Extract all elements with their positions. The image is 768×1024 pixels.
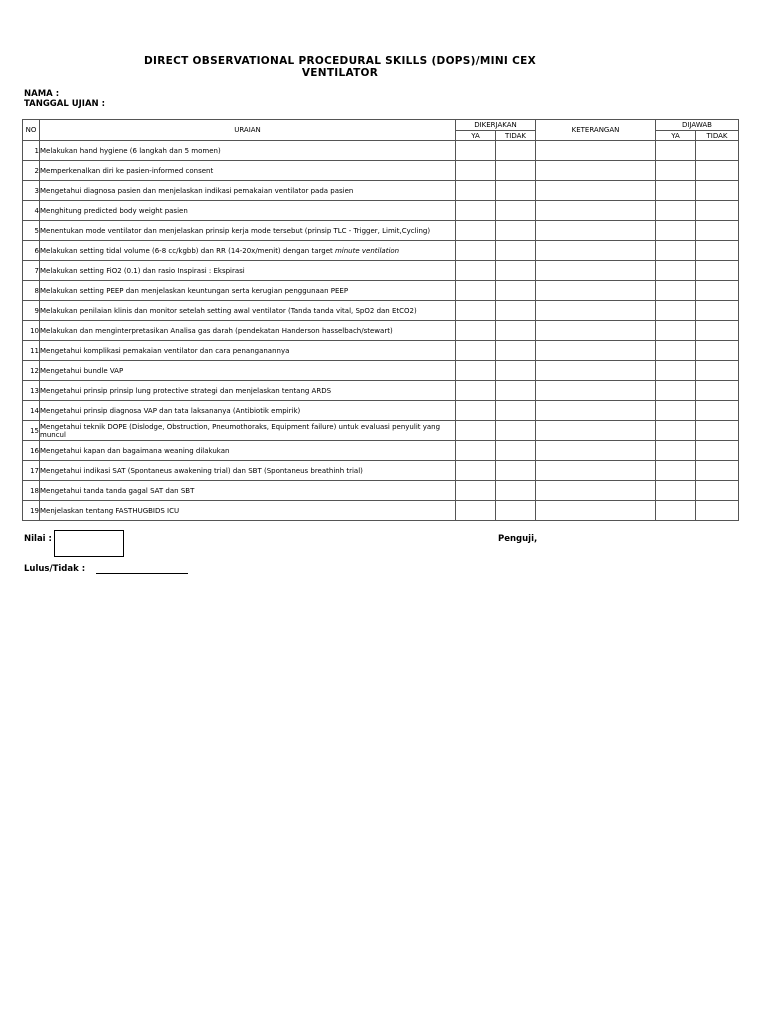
row-uraian <box>40 501 456 521</box>
dijawab-ya-cell[interactable] <box>656 341 696 361</box>
nilai-label: Nilai : <box>24 534 52 544</box>
table-row <box>23 381 739 401</box>
dijawab-ya-cell[interactable] <box>656 261 696 281</box>
table-row <box>23 201 739 221</box>
dikerjakan-tidak-cell[interactable] <box>496 361 536 381</box>
dikerjakan-tidak-cell[interactable] <box>496 401 536 421</box>
lulus-tidak-line[interactable] <box>96 573 188 574</box>
dikerjakan-ya-cell[interactable] <box>456 401 496 421</box>
table-row <box>23 261 739 281</box>
row-number: 10 <box>23 321 40 341</box>
keterangan-cell[interactable] <box>536 161 656 181</box>
nilai-input-box[interactable] <box>54 530 124 557</box>
keterangan-cell[interactable] <box>536 301 656 321</box>
dijawab-tidak-cell[interactable] <box>696 381 739 401</box>
keterangan-cell[interactable] <box>536 381 656 401</box>
dijawab-ya-cell[interactable] <box>656 141 696 161</box>
dikerjakan-tidak-cell[interactable] <box>496 161 536 181</box>
dijawab-tidak-cell[interactable] <box>696 221 739 241</box>
dikerjakan-ya-cell[interactable] <box>456 421 496 441</box>
keterangan-cell[interactable] <box>536 261 656 281</box>
row-number: 11 <box>23 341 40 361</box>
dijawab-tidak-cell[interactable] <box>696 321 739 341</box>
table-row <box>23 481 739 501</box>
table-row <box>23 361 739 381</box>
dijawab-tidak-cell[interactable] <box>696 481 739 501</box>
dijawab-tidak-cell[interactable] <box>696 201 739 221</box>
dikerjakan-tidak-cell[interactable] <box>496 501 536 521</box>
dikerjakan-tidak-cell[interactable] <box>496 201 536 221</box>
row-number: 12 <box>23 361 40 381</box>
col-no-header: NO <box>23 120 40 141</box>
keterangan-cell[interactable] <box>536 501 656 521</box>
dikerjakan-ya-cell[interactable] <box>456 161 496 181</box>
keterangan-cell[interactable] <box>536 281 656 301</box>
checklist-table <box>22 119 739 521</box>
penguji-label: Penguji, <box>498 534 538 544</box>
dijawab-ya-cell[interactable] <box>656 201 696 221</box>
dijawab-ya-cell[interactable] <box>656 441 696 461</box>
row-uraian <box>40 461 456 481</box>
table-row <box>23 141 739 161</box>
uraian-text: Mengetahui bundle VAP <box>40 366 124 375</box>
uraian-text: Mengetahui prinsip diagnosa VAP dan tata laksananya (Antibiotik empirik) <box>40 406 301 415</box>
row-number: 7 <box>23 261 40 281</box>
dijawab-ya-cell[interactable] <box>656 161 696 181</box>
dikerjakan-ya-cell[interactable] <box>456 441 496 461</box>
row-uraian <box>40 241 456 261</box>
col-dikerjakan-header: DIKERJAKAN <box>456 120 536 131</box>
dikerjakan-ya-cell[interactable] <box>456 461 496 481</box>
row-uraian <box>40 381 456 401</box>
row-number: 18 <box>23 481 40 501</box>
dijawab-ya-cell[interactable] <box>656 321 696 341</box>
dijawab-ya-cell[interactable] <box>656 281 696 301</box>
uraian-text: Melakukan hand hygiene (6 langkah dan 5 momen) <box>40 146 221 155</box>
uraian-text: Mengetahui komplikasi pemakaian ventilator dan cara penanganannya <box>40 346 290 355</box>
row-number: 17 <box>23 461 40 481</box>
dijawab-ya-cell[interactable] <box>656 401 696 421</box>
keterangan-cell[interactable] <box>536 141 656 161</box>
keterangan-cell[interactable] <box>536 321 656 341</box>
row-number: 14 <box>23 401 40 421</box>
keterangan-cell[interactable] <box>536 201 656 221</box>
table-row <box>23 421 739 441</box>
lulus-tidak-label: Lulus/Tidak : <box>24 564 86 574</box>
dijawab-tidak-cell[interactable] <box>696 241 739 261</box>
dijawab-ya-cell[interactable] <box>656 221 696 241</box>
dikerjakan-ya-cell[interactable] <box>456 341 496 361</box>
row-uraian <box>40 161 456 181</box>
uraian-text: Memperkenalkan diri ke pasien-informed consent <box>40 166 214 175</box>
row-uraian <box>40 441 456 461</box>
keterangan-cell[interactable] <box>536 341 656 361</box>
row-number: 15 <box>23 421 40 441</box>
uraian-text: Melakukan setting FiO2 (0.1) dan rasio Inspirasi : Ekspirasi <box>40 266 245 275</box>
keterangan-cell[interactable] <box>536 361 656 381</box>
dikerjakan-ya-cell[interactable] <box>456 261 496 281</box>
uraian-text: Mengetahui teknik DOPE (Dislodge, Obstruction, Pneumothoraks, Equipment failure) untuk evaluasi penyulit yang muncul <box>40 422 441 439</box>
uraian-italic-text: minute ventilation <box>334 246 400 255</box>
uraian-text: Mengetahui tanda tanda gagal SAT dan SBT <box>40 486 195 495</box>
row-number: 3 <box>23 181 40 201</box>
dikerjakan-ya-cell[interactable] <box>456 221 496 241</box>
keterangan-cell[interactable] <box>536 181 656 201</box>
dikerjakan-tidak-cell[interactable] <box>496 261 536 281</box>
row-uraian <box>40 281 456 301</box>
row-uraian <box>40 421 456 441</box>
dikerjakan-tidak-cell[interactable] <box>496 301 536 321</box>
dijawab-tidak-cell[interactable] <box>696 421 739 441</box>
row-uraian <box>40 481 456 501</box>
row-uraian <box>40 201 456 221</box>
col-uraian-header: URAIAN <box>40 120 456 141</box>
dijawab-ya-cell[interactable] <box>656 421 696 441</box>
dikerjakan-tidak-cell[interactable] <box>496 441 536 461</box>
table-row <box>23 181 739 201</box>
keterangan-cell[interactable] <box>536 241 656 261</box>
dikerjakan-tidak-cell[interactable] <box>496 481 536 501</box>
row-uraian <box>40 401 456 421</box>
row-uraian <box>40 361 456 381</box>
uraian-text: Mengetahui indikasi SAT (Spontaneus awakening trial) dan SBT (Spontaneus breathinh trial) <box>40 466 363 475</box>
dikerjakan-ya-header: YA <box>456 131 496 141</box>
row-uraian <box>40 221 456 241</box>
table-row <box>23 281 739 301</box>
dijawab-tidak-cell[interactable] <box>696 301 739 321</box>
keterangan-cell[interactable] <box>536 421 656 441</box>
keterangan-cell[interactable] <box>536 221 656 241</box>
keterangan-cell[interactable] <box>536 481 656 501</box>
uraian-text: Mengetahui prinsip prinsip lung protective strategi dan menjelaskan tentang ARDS <box>40 386 332 395</box>
uraian-text: Menghitung predicted body weight pasien <box>40 206 188 215</box>
uraian-text: Mengetahui kapan dan bagaimana weaning dilakukan <box>40 446 230 455</box>
table-row <box>23 241 739 261</box>
uraian-text: Menentukan mode ventilator dan menjelaskan prinsip kerja mode tersebut (prinsip TLC - Trigger, Limit,Cycling) <box>40 226 431 235</box>
uraian-text: Melakukan dan menginterpretasikan Analisa gas darah (pendekatan Handerson hasselbach/stewart) <box>40 326 393 335</box>
dijawab-ya-cell[interactable] <box>656 481 696 501</box>
table-row <box>23 441 739 461</box>
dikerjakan-tidak-cell[interactable] <box>496 281 536 301</box>
dijawab-tidak-cell[interactable] <box>696 501 739 521</box>
dikerjakan-ya-cell[interactable] <box>456 381 496 401</box>
row-number: 2 <box>23 161 40 181</box>
table-row <box>23 341 739 361</box>
tanggal-ujian-label: TANGGAL UJIAN : <box>24 99 106 109</box>
row-number: 9 <box>23 301 40 321</box>
uraian-text: Melakukan setting PEEP dan menjelaskan keuntungan serta kerugian penggunaan PEEP <box>40 286 349 295</box>
table-row <box>23 301 739 321</box>
row-number: 4 <box>23 201 40 221</box>
dikerjakan-tidak-cell[interactable] <box>496 321 536 341</box>
dikerjakan-tidak-cell[interactable] <box>496 341 536 361</box>
dikerjakan-tidak-cell[interactable] <box>496 421 536 441</box>
dijawab-tidak-cell[interactable] <box>696 161 739 181</box>
dijawab-tidak-cell[interactable] <box>696 341 739 361</box>
form-subtitle: VENTILATOR <box>301 67 379 79</box>
dijawab-tidak-cell[interactable] <box>696 141 739 161</box>
row-number: 1 <box>23 141 40 161</box>
keterangan-cell[interactable] <box>536 441 656 461</box>
table-row <box>23 401 739 421</box>
dijawab-tidak-cell[interactable] <box>696 461 739 481</box>
dijawab-ya-cell[interactable] <box>656 361 696 381</box>
table-row <box>23 221 739 241</box>
dijawab-ya-cell[interactable] <box>656 381 696 401</box>
dikerjakan-tidak-cell[interactable] <box>496 221 536 241</box>
dikerjakan-ya-cell[interactable] <box>456 481 496 501</box>
checklist-body <box>23 141 739 521</box>
dijawab-ya-cell[interactable] <box>656 301 696 321</box>
dijawab-tidak-cell[interactable] <box>696 281 739 301</box>
dijawab-tidak-cell[interactable] <box>696 181 739 201</box>
table-row <box>23 321 739 341</box>
nama-label: NAMA : <box>24 89 60 99</box>
dikerjakan-tidak-header: TIDAK <box>496 131 536 141</box>
dikerjakan-ya-cell[interactable] <box>456 181 496 201</box>
col-dijawab-header: DIJAWAB <box>656 120 739 131</box>
dikerjakan-ya-cell[interactable] <box>456 321 496 341</box>
row-uraian <box>40 341 456 361</box>
dikerjakan-ya-cell[interactable] <box>456 281 496 301</box>
form-title: DIRECT OBSERVATIONAL PROCEDURAL SKILLS (DOPS)/MINI CEX <box>144 55 536 67</box>
row-number: 8 <box>23 281 40 301</box>
keterangan-cell[interactable] <box>536 461 656 481</box>
dijawab-tidak-cell[interactable] <box>696 401 739 421</box>
dikerjakan-ya-cell[interactable] <box>456 501 496 521</box>
dikerjakan-ya-cell[interactable] <box>456 141 496 161</box>
row-uraian <box>40 261 456 281</box>
row-number: 6 <box>23 241 40 261</box>
dijawab-ya-cell[interactable] <box>656 181 696 201</box>
dikerjakan-ya-cell[interactable] <box>456 301 496 321</box>
dijawab-tidak-header: TIDAK <box>696 131 739 141</box>
dijawab-tidak-cell[interactable] <box>696 361 739 381</box>
dikerjakan-tidak-cell[interactable] <box>496 241 536 261</box>
dikerjakan-ya-cell[interactable] <box>456 361 496 381</box>
dijawab-ya-header: YA <box>656 131 696 141</box>
col-keterangan-header: KETERANGAN <box>536 120 656 141</box>
dijawab-tidak-cell[interactable] <box>696 261 739 281</box>
row-number: 13 <box>23 381 40 401</box>
dikerjakan-tidak-cell[interactable] <box>496 141 536 161</box>
dijawab-tidak-cell[interactable] <box>696 441 739 461</box>
uraian-text: Mengetahui diagnosa pasien dan menjelaskan indikasi pemakaian ventilator pada pasien <box>40 186 354 195</box>
uraian-text: Melakukan setting tidal volume (6-8 cc/kgbb) dan RR (14-20x/menit) dengan target <box>40 246 335 255</box>
table-row <box>23 501 739 521</box>
row-number: 19 <box>23 501 40 521</box>
dikerjakan-tidak-cell[interactable] <box>496 461 536 481</box>
dikerjakan-tidak-cell[interactable] <box>496 181 536 201</box>
table-row <box>23 161 739 181</box>
keterangan-cell[interactable] <box>536 401 656 421</box>
dijawab-ya-cell[interactable] <box>656 461 696 481</box>
dikerjakan-ya-cell[interactable] <box>456 241 496 261</box>
row-uraian <box>40 141 456 161</box>
dijawab-ya-cell[interactable] <box>656 241 696 261</box>
row-uraian <box>40 301 456 321</box>
uraian-text: Melakukan penilaian klinis dan monitor setelah setting awal ventilator (Tanda tanda vital, SpO2 dan EtCO2) <box>40 306 417 315</box>
row-uraian <box>40 181 456 201</box>
table-row <box>23 461 739 481</box>
dikerjakan-tidak-cell[interactable] <box>496 381 536 401</box>
uraian-text: Menjelaskan tentang FASTHUGBIDS ICU <box>40 506 180 515</box>
row-number: 5 <box>23 221 40 241</box>
dikerjakan-ya-cell[interactable] <box>456 201 496 221</box>
row-number: 16 <box>23 441 40 461</box>
row-uraian <box>40 321 456 341</box>
dijawab-ya-cell[interactable] <box>656 501 696 521</box>
